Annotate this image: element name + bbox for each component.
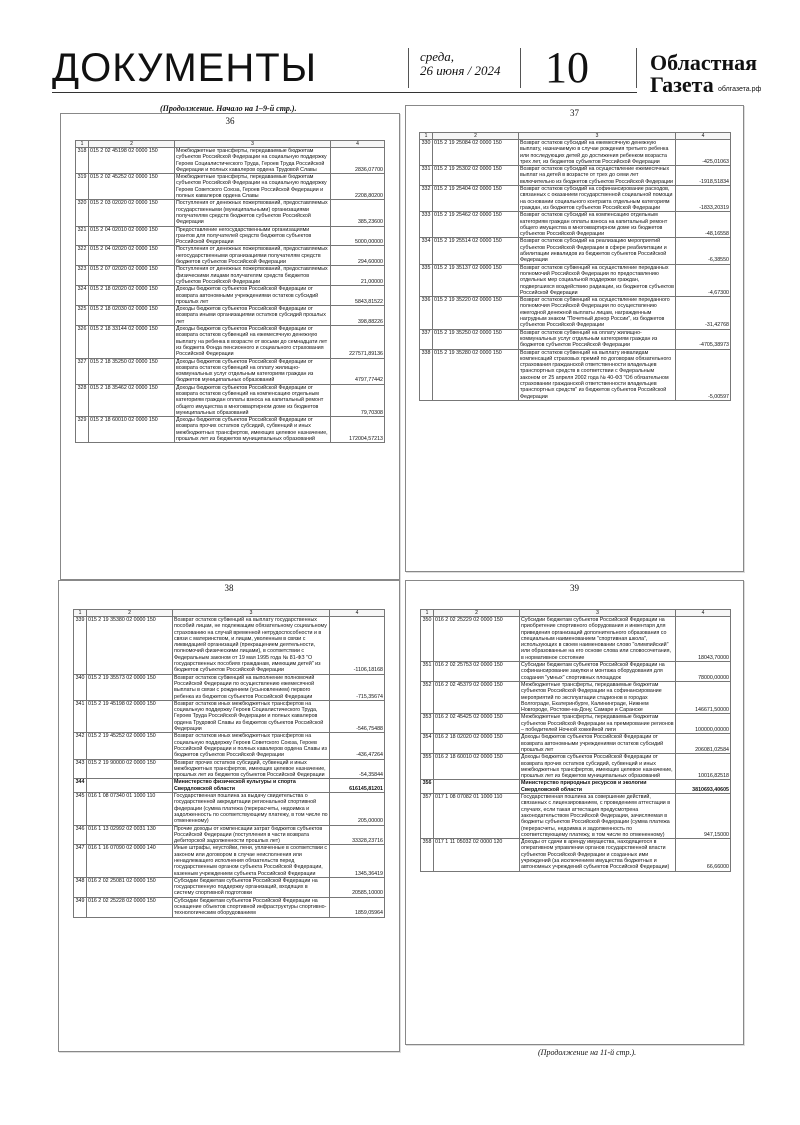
amount: -546,75488 [330, 700, 385, 732]
income-description: Иные штрафы, неустойки, пени, уплаченные в соответствии с законом или договором в случае неисполнения или ненадлежащего исполнения обязательств перед государственным органом субъекта Российской Федерации, казенным учреждением субъекта Российской Федерации [173, 845, 330, 877]
row-number: 342 [74, 733, 87, 759]
row-number: 343 [74, 759, 87, 779]
table-header-row [421, 610, 731, 617]
amount: 10016,82518 [676, 754, 731, 780]
column-header: 4 [676, 610, 731, 617]
table-row [74, 617, 385, 675]
masthead [0, 0, 800, 100]
income-description: Возврат остатков субсидий на компенсацию отдельным категориям граждан оплаты взноса на капитальный ремонт общего имущества в многоквартирном доме из бюджетов субъектов Российской Федерации [519, 212, 676, 238]
continuation-caption: (Продолжение. Начало на 1–9-й стр.). [160, 104, 297, 113]
row-number: 347 [74, 845, 87, 877]
income-description: Межбюджетные трансферты, передаваемые бюджетам субъектов Российской Федерации на софинансирование мероприятий по эксплуатации стадионов в городах Волгограде, Екатеринбурге, Калининграде, Нижнем Новгороде, Ростове-на-Дону, Самаре и Саранске [520, 681, 676, 713]
row-number: 321 [76, 226, 89, 246]
budget-code: 015 2 19 25514 02 0000 150 [433, 238, 519, 264]
table-header-row [76, 141, 385, 148]
budget-code [434, 780, 520, 794]
budget-code: 015 2 19 45252 02 0000 150 [87, 733, 173, 759]
table-row [420, 349, 731, 400]
row-number: 348 [74, 877, 87, 897]
budget-code: 015 2 19 35137 02 0000 150 [433, 264, 519, 296]
income-description: Министерство природных ресурсов и экологии Свердловской области [520, 780, 676, 794]
table-row [74, 759, 385, 779]
table-row [420, 166, 731, 186]
page-number: 10 [545, 43, 589, 92]
income-description: Возврат остатков субвенций на выплату государственных пособий лицам, не подлежащим обязательному социальному страхованию на случай временной нетрудоспособности и в связи с материнством, и лицам, уволенным в связи с ликвидацией организаций (прекращением деятельности, полномочий физическими лицами), в соответствии с Федеральным законом от 19 мая 1995 года № 81-ФЗ "О государственных пособиях гражданам, имеющим детей" из бюджетов субъектов Российской Федерации [173, 617, 330, 675]
sheet-number: 39 [570, 583, 579, 593]
column-header: 1 [74, 610, 87, 617]
table-row [74, 793, 385, 825]
row-number: 351 [421, 662, 434, 682]
income-description: Доходы бюджетов субъектов Российской Федерации от возврата прочих остатков субсидий, субвенций и иных межбюджетных трансфертов, имеющих целевое назначение, прошлых лет из бюджетов муниципальных образований [520, 754, 676, 780]
brand-line-1: Областная [650, 50, 758, 75]
amount: -6,38550 [676, 238, 731, 264]
table-row [74, 897, 385, 917]
table-row [76, 174, 385, 200]
amount: -425,01063 [676, 140, 731, 166]
table-row [420, 140, 731, 166]
budget-code: 016 2 02 25228 02 0000 150 [87, 897, 173, 917]
table-row [76, 226, 385, 246]
row-number: 338 [420, 349, 433, 400]
amount: 66,66000 [676, 839, 731, 871]
amount: 78000,00000 [676, 662, 731, 682]
budget-code: 016 1 13 02992 02 0031 130 [87, 825, 173, 845]
amount: -436,47264 [330, 733, 385, 759]
issue-date [420, 50, 501, 78]
row-number: 324 [76, 286, 89, 306]
table-row [76, 200, 385, 226]
amount: 398,88226 [331, 306, 385, 326]
income-description: Доходы бюджетов субъектов Российской Федерации от возврата автономными учреждениями остатков субсидий прошлых лет [175, 286, 331, 306]
row-number: 339 [74, 617, 87, 675]
issue-weekday: среда, [420, 49, 455, 64]
income-description: Доходы от сдачи в аренду имущества, находящегося в оперативном управлении органов государственной власти субъектов Российской Федерации и созданных ими учреждений (за исключением имущества бюджетных и автономных учреждений субъектов Российской Федерации) [520, 839, 676, 871]
budget-code: 017 1 08 07082 01 1000 110 [434, 794, 520, 839]
table-row [421, 714, 731, 734]
income-description: Доходы бюджетов субъектов Российской Федерации от возврата остатков субвенций на оплату жилищно-коммунальных услуг отдельным категориям граждан из бюджетов муниципальных образований [175, 358, 331, 384]
budget-code: 016 2 02 45379 02 0000 150 [434, 681, 520, 713]
amount: 4797,77442 [331, 358, 385, 384]
column-header: 1 [421, 610, 434, 617]
income-description: Субсидии бюджетам субъектов Российской Федерации на оснащение объектов спортивной инфраструктуры спортивно-технологическим оборудованием [173, 897, 330, 917]
masthead-divider [408, 48, 409, 88]
column-header: 4 [330, 610, 385, 617]
row-number: 334 [420, 238, 433, 264]
section-title: ДОКУМЕНТЫ [52, 46, 318, 90]
table-row [76, 246, 385, 266]
income-description: Возврат остатков субвенций на оплату жилищно-коммунальных услуг отдельным категориям граждан из бюджетов субъектов Российской Федерации [519, 329, 676, 349]
budget-code: 015 2 18 35250 02 0000 150 [89, 358, 175, 384]
row-number: 358 [421, 839, 434, 871]
row-number: 335 [420, 264, 433, 296]
row-number: 332 [420, 186, 433, 212]
column-header: 3 [520, 610, 676, 617]
masthead-divider [520, 48, 521, 88]
budget-code: 015 2 02 45252 02 0000 150 [89, 174, 175, 200]
row-number: 329 [76, 417, 89, 443]
budget-code: 017 1 11 05032 02 0000 120 [434, 839, 520, 871]
table-row [76, 148, 385, 174]
amount: -715,35674 [330, 674, 385, 700]
table-row [421, 617, 731, 662]
amount: -5,00597 [676, 349, 731, 400]
table-row [74, 700, 385, 732]
amount: 5000,00000 [331, 226, 385, 246]
amount: 100000,00000 [676, 714, 731, 734]
table-row [421, 681, 731, 713]
table-row [421, 734, 731, 754]
budget-code: 015 2 19 35250 02 0000 150 [433, 329, 519, 349]
amount: 5843,81522 [331, 286, 385, 306]
row-number: 344 [74, 779, 87, 793]
amount: -1106,18168 [330, 617, 385, 675]
budget-code: 015 2 02 45198 02 0000 150 [89, 148, 175, 174]
document-sheet-36 [60, 113, 400, 580]
amount: -1833,20319 [676, 186, 731, 212]
amount: 79,70308 [331, 384, 385, 416]
budget-code: 016 2 18 02020 02 0000 150 [434, 734, 520, 754]
table-row [76, 417, 385, 443]
budget-code: 015 2 07 02020 02 0000 150 [89, 266, 175, 286]
row-number: 320 [76, 200, 89, 226]
income-description: Возврат остатков субсидий на ежемесячную денежную выплату, назначаемую в случае рождения третьего ребенка или последующих детей до достижения ребенком возраста трех лет, из бюджетов субъектов Российской Федерации [519, 140, 676, 166]
column-header: 1 [76, 141, 89, 148]
row-number: 353 [421, 714, 434, 734]
amount: 1345,36419 [330, 845, 385, 877]
budget-code: 016 1 08 07340 01 1000 110 [87, 793, 173, 825]
budget-code: 015 2 04 02010 02 0000 150 [89, 226, 175, 246]
row-number: 328 [76, 384, 89, 416]
amount: 172004,57213 [331, 417, 385, 443]
table-row [76, 286, 385, 306]
brand-url: облгазета.рф [718, 86, 762, 93]
amount: 2208,80200 [331, 174, 385, 200]
budget-code: 016 2 02 45425 02 0000 150 [434, 714, 520, 734]
budget-table [75, 140, 385, 443]
income-description: Предоставление негосударственными организациями грантов для получателей средств бюджетов субъектов Российской Федерации [175, 226, 331, 246]
masthead-divider [636, 48, 637, 88]
row-number: 350 [421, 617, 434, 662]
income-description: Возврат остатков иных межбюджетных трансфертов на социальную поддержку Героев Советского Союза, Героев Российской Федерации и полных кавалеров ордена Славы из бюджетов субъектов Российской Федерации [173, 733, 330, 759]
column-header: 3 [519, 133, 676, 140]
income-description: Межбюджетные трансферты, передаваемые бюджетам субъектов Российской Федерации на социальную поддержку Героев Советского Союза, Героев Российской Федерации и полных кавалеров ордена Славы [175, 174, 331, 200]
income-description: Субсидии бюджетам субъектов Российской Федерации на софинансирование закупки и монтажа оборудования для создания "умных" спортивных площадок [520, 662, 676, 682]
row-number: 346 [74, 825, 87, 845]
row-number: 357 [421, 794, 434, 839]
budget-code [87, 779, 173, 793]
income-description: Возврат остатков субсидий на осуществление ежемесячных выплат на детей в возрасте от трех до семи лет включительно из бюджетов субъектов Российской Федерации [519, 166, 676, 186]
amount: 227571,89136 [331, 326, 385, 358]
budget-code: 015 2 19 45198 02 0000 150 [87, 700, 173, 732]
row-number: 354 [421, 734, 434, 754]
row-number: 331 [420, 166, 433, 186]
income-description: Поступления от денежных пожертвований, предоставляемых государственными (муниципальными) организациями получателям средств бюджетов субъектов Российской Федерации [175, 200, 331, 226]
amount: 3810693,40605 [676, 780, 731, 794]
amount: 2836,07700 [331, 148, 385, 174]
column-header: 4 [676, 133, 731, 140]
table-row [76, 326, 385, 358]
budget-code: 015 2 03 02020 02 0000 150 [89, 200, 175, 226]
amount: 947,15000 [676, 794, 731, 839]
continuation-note: (Продолжение на 11-й стр.). [538, 1048, 637, 1057]
amount: 385,23600 [331, 200, 385, 226]
row-number: 336 [420, 297, 433, 329]
amount: 21,00000 [331, 266, 385, 286]
amount: -4,67300 [676, 264, 731, 296]
amount: 205,00000 [330, 793, 385, 825]
income-description: Возврат прочих остатков субсидий, субвенций и иных межбюджетных трансфертов, имеющих целевое назначение, прошлых лет из бюджетов субъектов Российской Федерации [173, 759, 330, 779]
sheet-number: 36 [225, 116, 235, 126]
table-row [76, 266, 385, 286]
income-description: Поступления от денежных пожертвований, предоставляемых физическими лицами получателям средств бюджетов субъектов Российской Федерации [175, 266, 331, 286]
brand-line-2: Газета [650, 72, 714, 97]
sheet-number: 38 [224, 583, 234, 593]
document-sheet-39 [405, 580, 744, 1045]
document-sheet-37 [405, 105, 744, 572]
income-description: Министерство физической культуры и спорта Свердловской области [173, 779, 330, 793]
budget-code: 016 2 02 25753 02 0000 150 [434, 662, 520, 682]
row-number: 352 [421, 681, 434, 713]
table-row [420, 264, 731, 296]
amount: 146671,50000 [676, 681, 731, 713]
column-header: 3 [175, 141, 331, 148]
income-description: Доходы бюджетов субъектов Российской Федерации от возврата автономными учреждениями остатков субсидий прошлых лет [520, 734, 676, 754]
column-header: 2 [89, 141, 175, 148]
income-description: Государственная пошлина за совершение действий, связанных с лицензированием, с проведением аттестации в случаях, если такая аттестация предусмотрена законодательством Российской Федерации, зачисляемая в бюджеты субъектов Российской Федерации (сумма платежа (перерасчеты, недоимка и задолженность по соответствующему платежу, в том числе по отмененному) [520, 794, 676, 839]
table-row [420, 297, 731, 329]
income-description: Межбюджетные трансферты, передаваемые бюджетам субъектов Российской Федерации на социальную поддержку Героев Социалистического Труда, Героев Труда Российской Федерации и полных кавалеров ордена Трудовой Славы [175, 148, 331, 174]
row-number: 341 [74, 700, 87, 732]
row-number: 356 [421, 780, 434, 794]
row-number: 337 [420, 329, 433, 349]
income-description: Межбюджетные трансферты, передаваемые бюджетам субъектов Российской Федерации на премирование регионов – победителей Ночной хоккейной лиги [521, 714, 674, 734]
budget-code: 015 2 19 35220 02 0000 150 [433, 297, 519, 329]
amount: 1859,05964 [330, 897, 385, 917]
row-number: 340 [74, 674, 87, 700]
issue-date-text: 26 июня / 2024 [420, 63, 501, 78]
table-header-row [420, 133, 731, 140]
income-description: Поступления от денежных пожертвований, предоставляемых негосударственными организациями получателям средств бюджетов субъектов Российской Федерации [175, 246, 331, 266]
income-description: Возврат остатков субсидий на софинансирование расходов, связанных с оказанием государственной социальной помощи на основании социального контракта отдельным категориям граждан, из бюджетов субъектов Российской Федерации [519, 186, 676, 212]
budget-code: 015 2 19 35380 02 0000 150 [87, 617, 173, 675]
column-header: 2 [434, 610, 520, 617]
masthead-rule [52, 92, 637, 93]
amount: 18043,70000 [676, 617, 731, 662]
income-description: Возврат остатков субсидий на реализацию мероприятий субъектов Российской Федерации в сфере реабилитации и абилитации инвалидов из бюджетов субъектов Российской Федерации [519, 238, 676, 264]
budget-code: 016 2 02 25229 02 0000 150 [434, 617, 520, 662]
income-description: Доходы бюджетов субъектов Российской Федерации от возврата остатков субвенций на ежемесячную денежную выплату на ребенка в возрасте от восьми до семнадцати лет из бюджета Фонда пенсионного и социального страхования Российской Федерации [175, 326, 331, 358]
table-row [76, 384, 385, 416]
income-description: Прочие доходы от компенсации затрат бюджетов субъектов Российской Федерации (поступления в части возврата дебиторской задолженности прошлых лет) [173, 825, 330, 845]
row-number: 327 [76, 358, 89, 384]
budget-code: 015 2 19 35573 02 0000 150 [87, 674, 173, 700]
table-row [74, 877, 385, 897]
budget-table [73, 609, 385, 918]
table-row [76, 306, 385, 326]
row-number: 318 [76, 148, 89, 174]
budget-code: 015 2 19 25084 02 0000 150 [433, 140, 519, 166]
column-header: 2 [87, 610, 173, 617]
budget-code: 015 2 19 25404 02 0000 150 [433, 186, 519, 212]
income-description: Возврат остатков субвенций на осуществление переданного полномочия Российской Федерации по осуществлению ежегодной денежной выплаты лицам, награжденным нагрудным знаком "Почетный донор России", из бюджетов субъектов Российской Федерации [519, 297, 676, 329]
row-number: 355 [421, 754, 434, 780]
row-number: 333 [420, 212, 433, 238]
budget-code: 015 2 19 25302 02 0000 150 [433, 166, 519, 186]
table-row [420, 212, 731, 238]
budget-table [420, 609, 731, 872]
table-row [74, 825, 385, 845]
budget-code: 015 2 18 02020 02 0000 150 [89, 286, 175, 306]
column-header: 2 [433, 133, 519, 140]
row-number: 326 [76, 326, 89, 358]
column-header: 4 [331, 141, 385, 148]
budget-code: 015 2 19 25462 02 0000 150 [433, 212, 519, 238]
table-row [420, 329, 731, 349]
amount: -1918,51834 [676, 166, 731, 186]
table-row [74, 845, 385, 877]
table-row [421, 780, 731, 794]
amount: 33328,23716 [330, 825, 385, 845]
row-number: 330 [420, 140, 433, 166]
table-row [74, 779, 385, 793]
amount: -4705,38973 [676, 329, 731, 349]
table-row [421, 839, 731, 871]
amount: 206081,02584 [676, 734, 731, 754]
amount: 616145,81201 [330, 779, 385, 793]
column-header: 3 [173, 610, 330, 617]
budget-code: 016 1 16 07090 02 0000 140 [87, 845, 173, 877]
budget-table [419, 132, 731, 401]
amount: -48,16558 [676, 212, 731, 238]
income-description: Возврат остатков субвенций на осуществление переданных полномочий Российской Федерации по предоставлению отдельных мер социальной поддержки граждан, подвергшихся воздействию радиации, из бюджетов субъектов Российской Федерации [520, 264, 674, 296]
budget-code: 015 2 19 90000 02 0000 150 [87, 759, 173, 779]
table-row [74, 733, 385, 759]
table-row [74, 674, 385, 700]
budget-code: 015 2 18 35462 02 0000 150 [89, 384, 175, 416]
table-row [76, 358, 385, 384]
budget-code: 015 2 19 35280 02 0000 150 [433, 349, 519, 400]
budget-code: 015 2 18 02030 02 0000 150 [89, 306, 175, 326]
row-number: 323 [76, 266, 89, 286]
column-header: 1 [420, 133, 433, 140]
table-row [420, 186, 731, 212]
table-row [421, 662, 731, 682]
income-description: Доходы бюджетов субъектов Российской Федерации от возврата остатков субвенций на компенсацию отдельным категориям граждан оплаты взноса на капитальный ремонт общего имущества в многоквартирном доме из бюджетов муниципальных образований [175, 384, 331, 416]
budget-code: 015 2 18 33144 02 0000 150 [89, 326, 175, 358]
income-description: Доходы бюджетов субъектов Российской Федерации от возврата иными организациями остатков субсидий прошлых лет [175, 306, 331, 326]
row-number: 322 [76, 246, 89, 266]
amount: 20585,10000 [330, 877, 385, 897]
income-description: Возврат остатков субвенций на выполнение полномочий Российской Федерации по осуществлению ежемесячной выплаты в связи с рождением (усыновлением) первого ребенка из бюджетов субъектов Российской Федерации [173, 674, 330, 700]
row-number: 319 [76, 174, 89, 200]
income-description: Государственная пошлина за выдачу свидетельства о государственной аккредитации региональной спортивной федерации (сумма платежа (перерасчеты, недоимка и задолженность по соответствующему платежу, в том числе по отмененному) [174, 793, 328, 825]
budget-code: 016 2 18 60010 02 0000 150 [434, 754, 520, 780]
amount: -54,35844 [330, 759, 385, 779]
budget-code: 016 2 02 25081 02 0000 150 [87, 877, 173, 897]
table-row [420, 238, 731, 264]
row-number: 349 [74, 897, 87, 917]
amount: 294,60000 [331, 246, 385, 266]
table-row [421, 754, 731, 780]
document-sheet-38 [58, 580, 400, 1052]
income-description: Субсидии бюджетам субъектов Российской Федерации на приобретение спортивного оборудования и инвентаря для приведения организаций дополнительного образования со специальным наименованием "спортивная школа", использующих в своем наименовании слово "олимпийский" или образованные на его основе слова или словосочетания, в нормативное состояние [520, 617, 676, 662]
income-description: Возврат остатков субвенций на выплату инвалидам компенсаций страховых премий по договорам обязательного страхования гражданской ответственности владельцев транспортных средств в соответствии с Федеральным законом от 25 апреля 2002 года № 40-ФЗ "Об обязательном страховании гражданской ответственности владельцев транспортных средств" из бюджетов субъектов Российской Федерации [519, 349, 676, 400]
budget-code: 015 2 18 60010 02 0000 150 [89, 417, 175, 443]
income-description: Доходы бюджетов субъектов Российской Федерации от возврата прочих остатков субсидий, субвенций и иных межбюджетных трансфертов, имеющих целевое назначение, прошлых лет из бюджетов муниципальных образований [175, 417, 331, 443]
amount: -31,42768 [676, 297, 731, 329]
budget-code: 015 2 04 02020 02 0000 150 [89, 246, 175, 266]
income-description: Возврат остатков иных межбюджетных трансфертов на социальную поддержку Героев Социалистического Труда, Героев Труда Российской Федерации и полных кавалеров ордена Трудовой Славы из бюджетов субъектов Российской Федерации [173, 700, 330, 732]
sheet-number: 37 [570, 108, 579, 118]
income-description: Субсидии бюджетам субъектов Российской Федерации на государственную поддержку организаций, входящих в систему спортивной подготовки [173, 877, 330, 897]
row-number: 325 [76, 306, 89, 326]
table-header-row [74, 610, 385, 617]
table-row [421, 794, 731, 839]
row-number: 345 [74, 793, 87, 825]
